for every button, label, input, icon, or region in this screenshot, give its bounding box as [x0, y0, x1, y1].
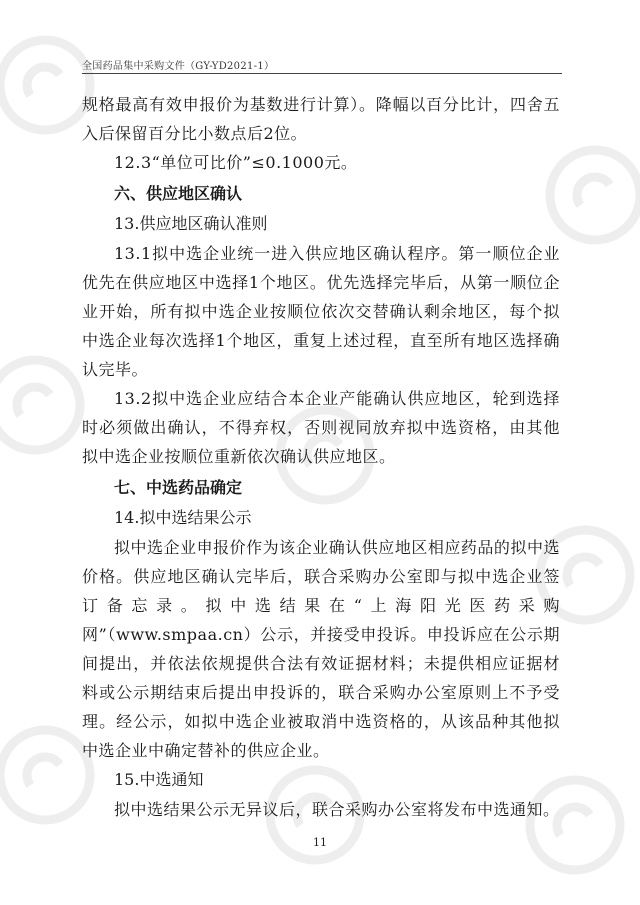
page-number: 11 [313, 836, 327, 849]
running-header: 全国药品集中采购文件（GY-YD2021-1） [82, 61, 275, 72]
paragraph-13-2: 13.2拟中选企业应结合本企业产能确认供应地区，轮到选择时必须做出确认，不得弃权，否则视同放弃拟中选资格，由其他拟中选企业按顺位重新依次确认供应地区。 [82, 389, 560, 466]
paragraph-13-1: 13.1拟中选企业统一进入供应地区确认程序。第一顺位企业优先在供应地区中选择1个地区。优先选择完毕后，从第一顺位企业开始，所有拟中选企业按顺位依次交替确认剩余地区，每个拟中选企业每次选择1个地区，重复上述过程，直至所有地区选择确认完毕。 [82, 244, 560, 379]
paragraph-15: 拟中选结果公示无异议后，联合采购办公室将发布中选通知。 [114, 800, 560, 819]
section-heading-7: 七、中选药品确定 [114, 478, 243, 497]
paragraph-continuation: 规格最高有效申报价为基数进行计算）。降幅以百分比计，四舍五入后保留百分比小数点后2位。 [82, 95, 560, 143]
header-divider [82, 73, 562, 74]
subsection-heading-15: 15.中选通知 [114, 770, 204, 789]
section-heading-6: 六、供应地区确认 [114, 184, 243, 203]
subsection-heading-14: 14.拟中选结果公示 [114, 508, 252, 527]
subsection-heading-13: 13.供应地区确认准则 [114, 214, 268, 233]
paragraph-14: 拟中选企业申报价作为该企业确认供应地区相应药品的拟中选价格。供应地区确认完毕后，联合采购办公室即与拟中选企业签订备忘录。拟中选结果在“上海阳光医药采购网”（www.smpaa.cn）公示，并接受申投诉。申投诉应在公示期间提出，并依法依规提供合法有效证据材料；未提供相应证据材料或公示期结束后提出申投诉的，联合采购办公室原则上不予受理。经公示，如拟中选企业被取消中选资格的，从该品种其他拟中选企业中确定替补的供应企业。 [82, 538, 560, 760]
paragraph-12-3: 12.3“单位可比价”≤0.1000元。 [114, 153, 358, 172]
document-body [82, 90, 560, 824]
